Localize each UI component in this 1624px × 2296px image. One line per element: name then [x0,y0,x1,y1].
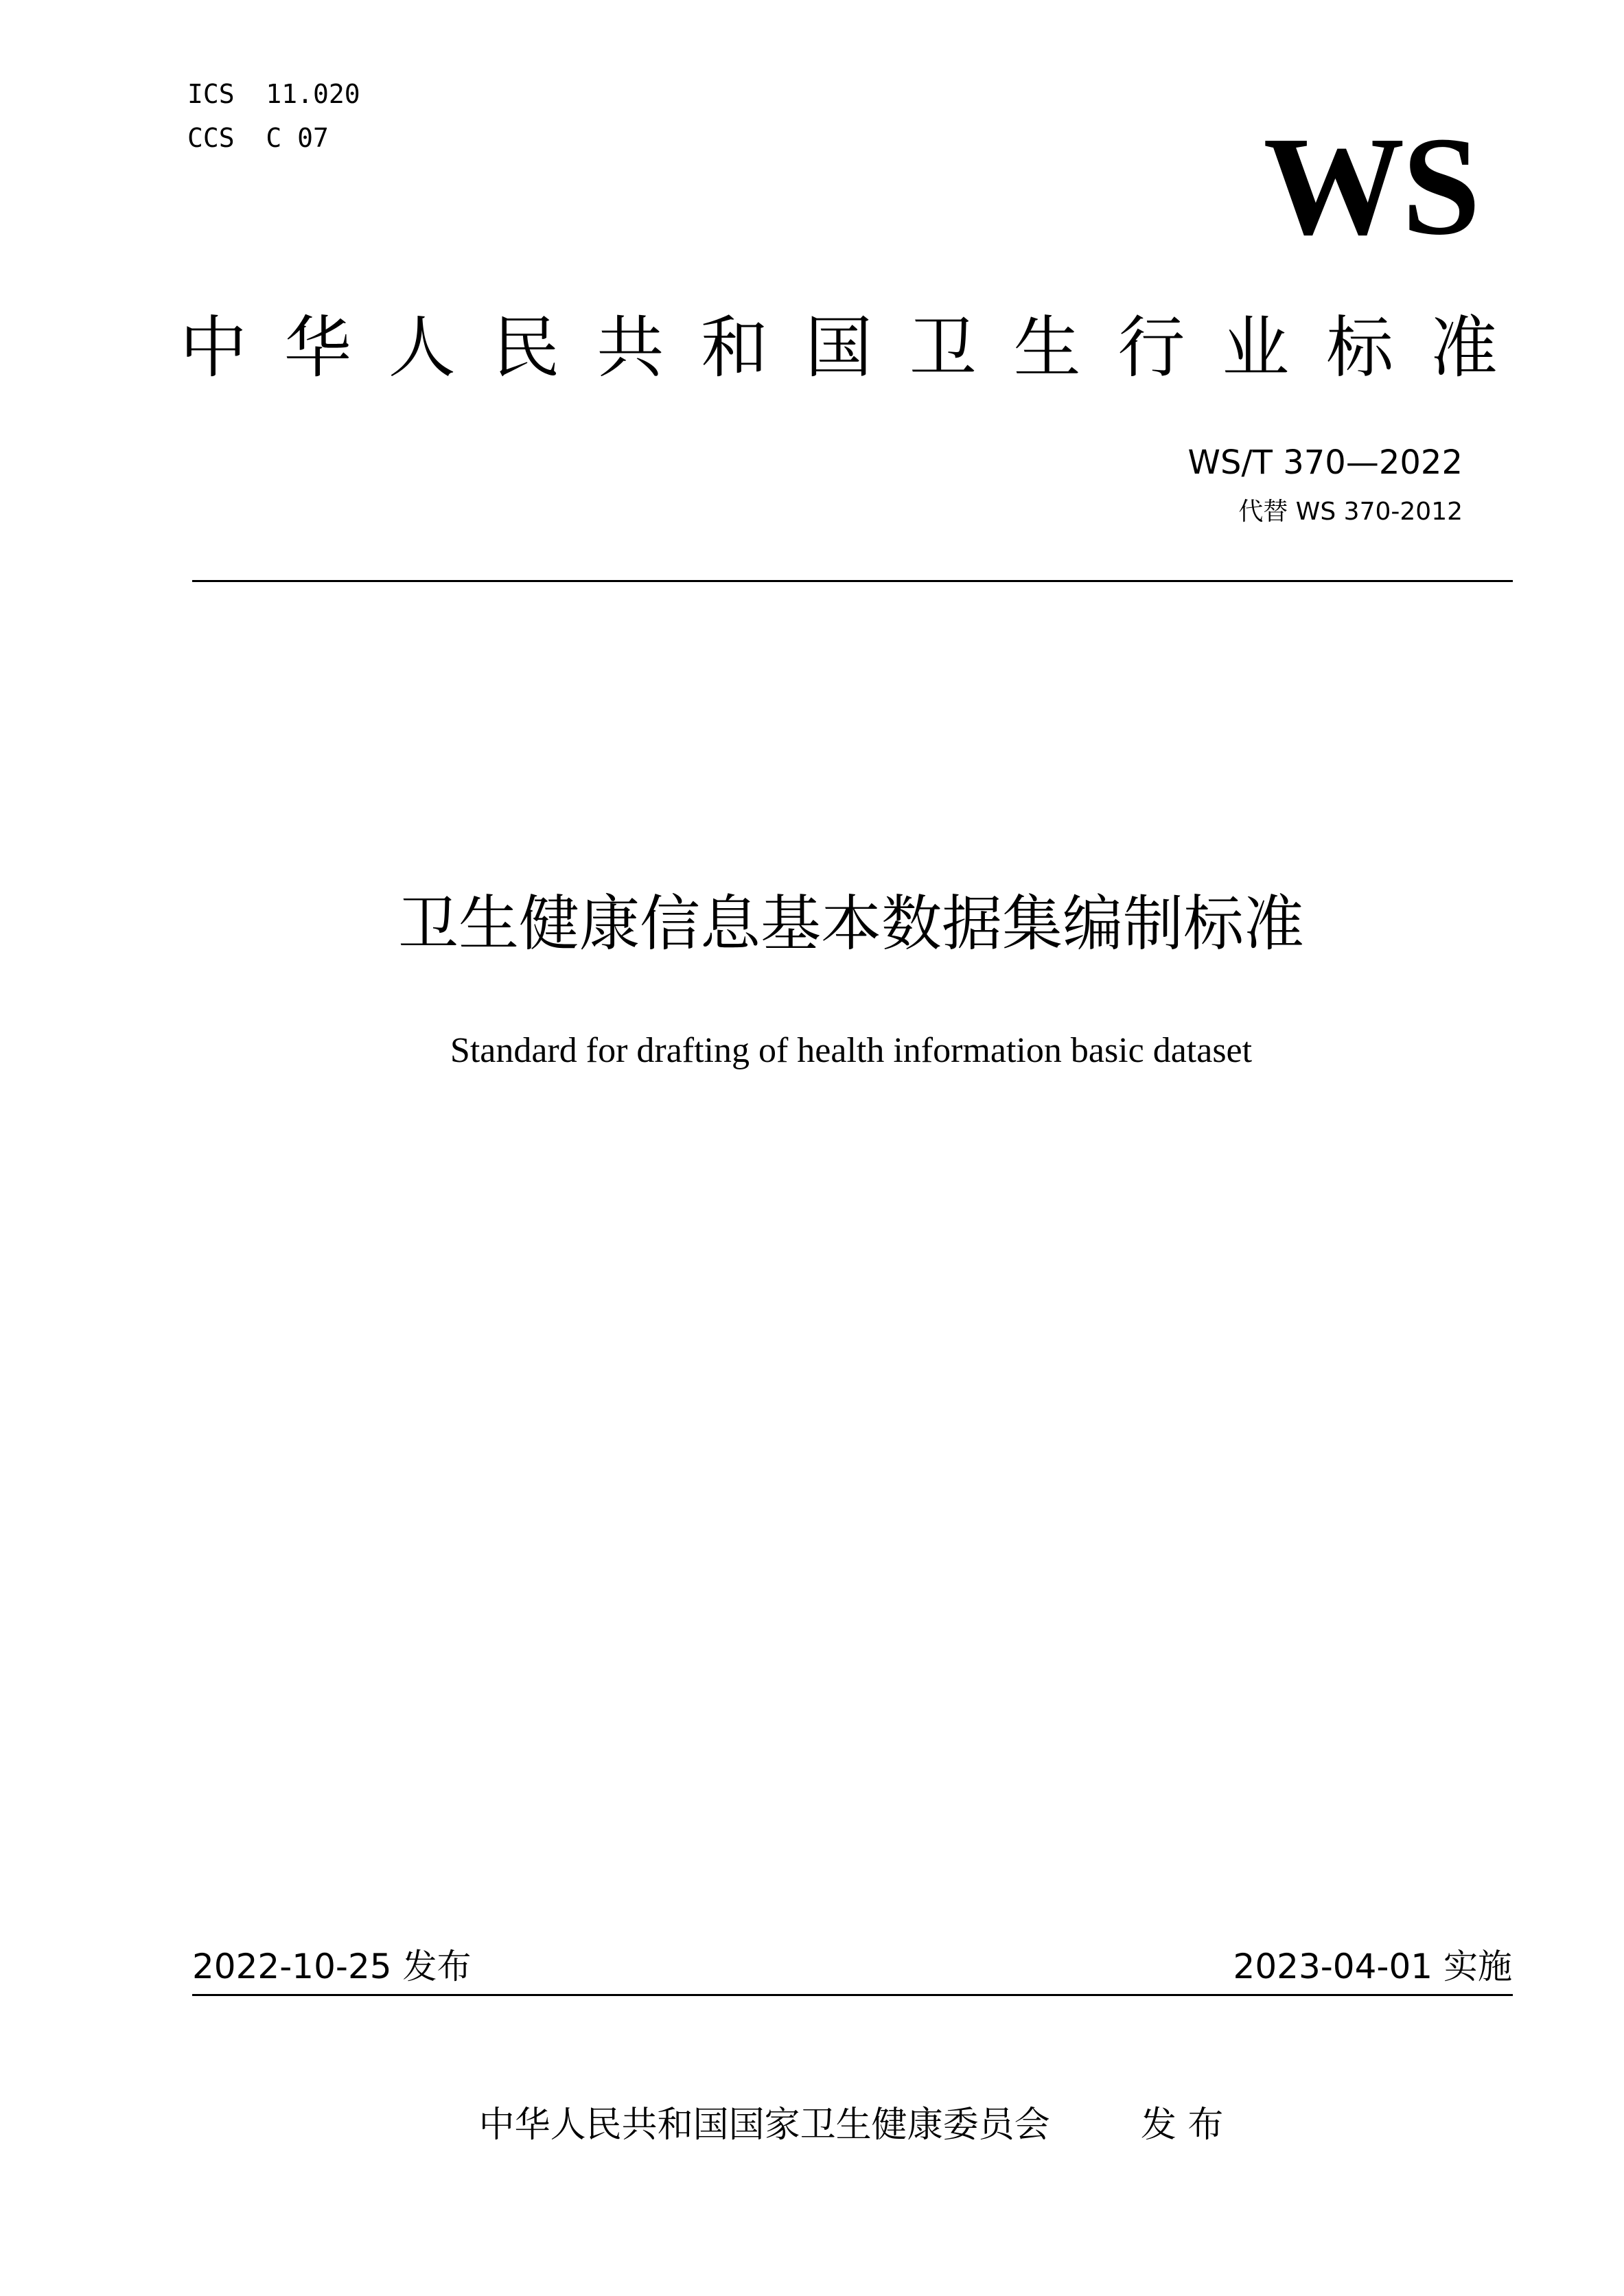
header-title-char: 共 [596,309,664,387]
implementation-date: 2023-04-01 实施 [1233,1947,1512,1986]
publisher-line [0,2104,1624,2146]
document-title-chinese: 卫生健康信息基本数据集编制标准 [397,888,1304,959]
header-title-char: 生 [1013,309,1081,387]
header-title-char: 和 [701,309,769,387]
header-title-char: 业 [1222,309,1290,387]
release-date: 2022-10-25 发布 [192,1947,472,1986]
header-title-char: 民 [492,309,560,387]
header-title-char: 准 [1430,309,1498,387]
publish-action: 发 布 [1140,2104,1224,2146]
top-divider [192,580,1513,582]
replaces-standard: 代替 WS 370-2012 [1238,498,1463,526]
publisher-name: 中华人民共和国国家卫生健康委员会 [478,2104,1050,2146]
header-title-char: 人 [388,309,456,387]
header-title-char: 卫 [909,309,977,387]
ws-logo: WS [1263,107,1478,264]
document-title-english: Standard for drafting of health information basic dataset [450,1031,1253,1070]
ccs-code: CCS C 07 [187,123,329,153]
standard-number: WS/T 370—2022 [1187,443,1463,482]
header-title-char: 华 [283,309,351,387]
header-title-char: 标 [1326,309,1394,387]
ics-code: ICS 11.020 [187,79,360,109]
header-title-char: 中 [180,309,248,387]
header-title-char: 国 [804,309,872,387]
bottom-divider [192,1994,1513,1996]
header-title [180,309,1498,387]
header-title-char: 行 [1117,309,1185,387]
